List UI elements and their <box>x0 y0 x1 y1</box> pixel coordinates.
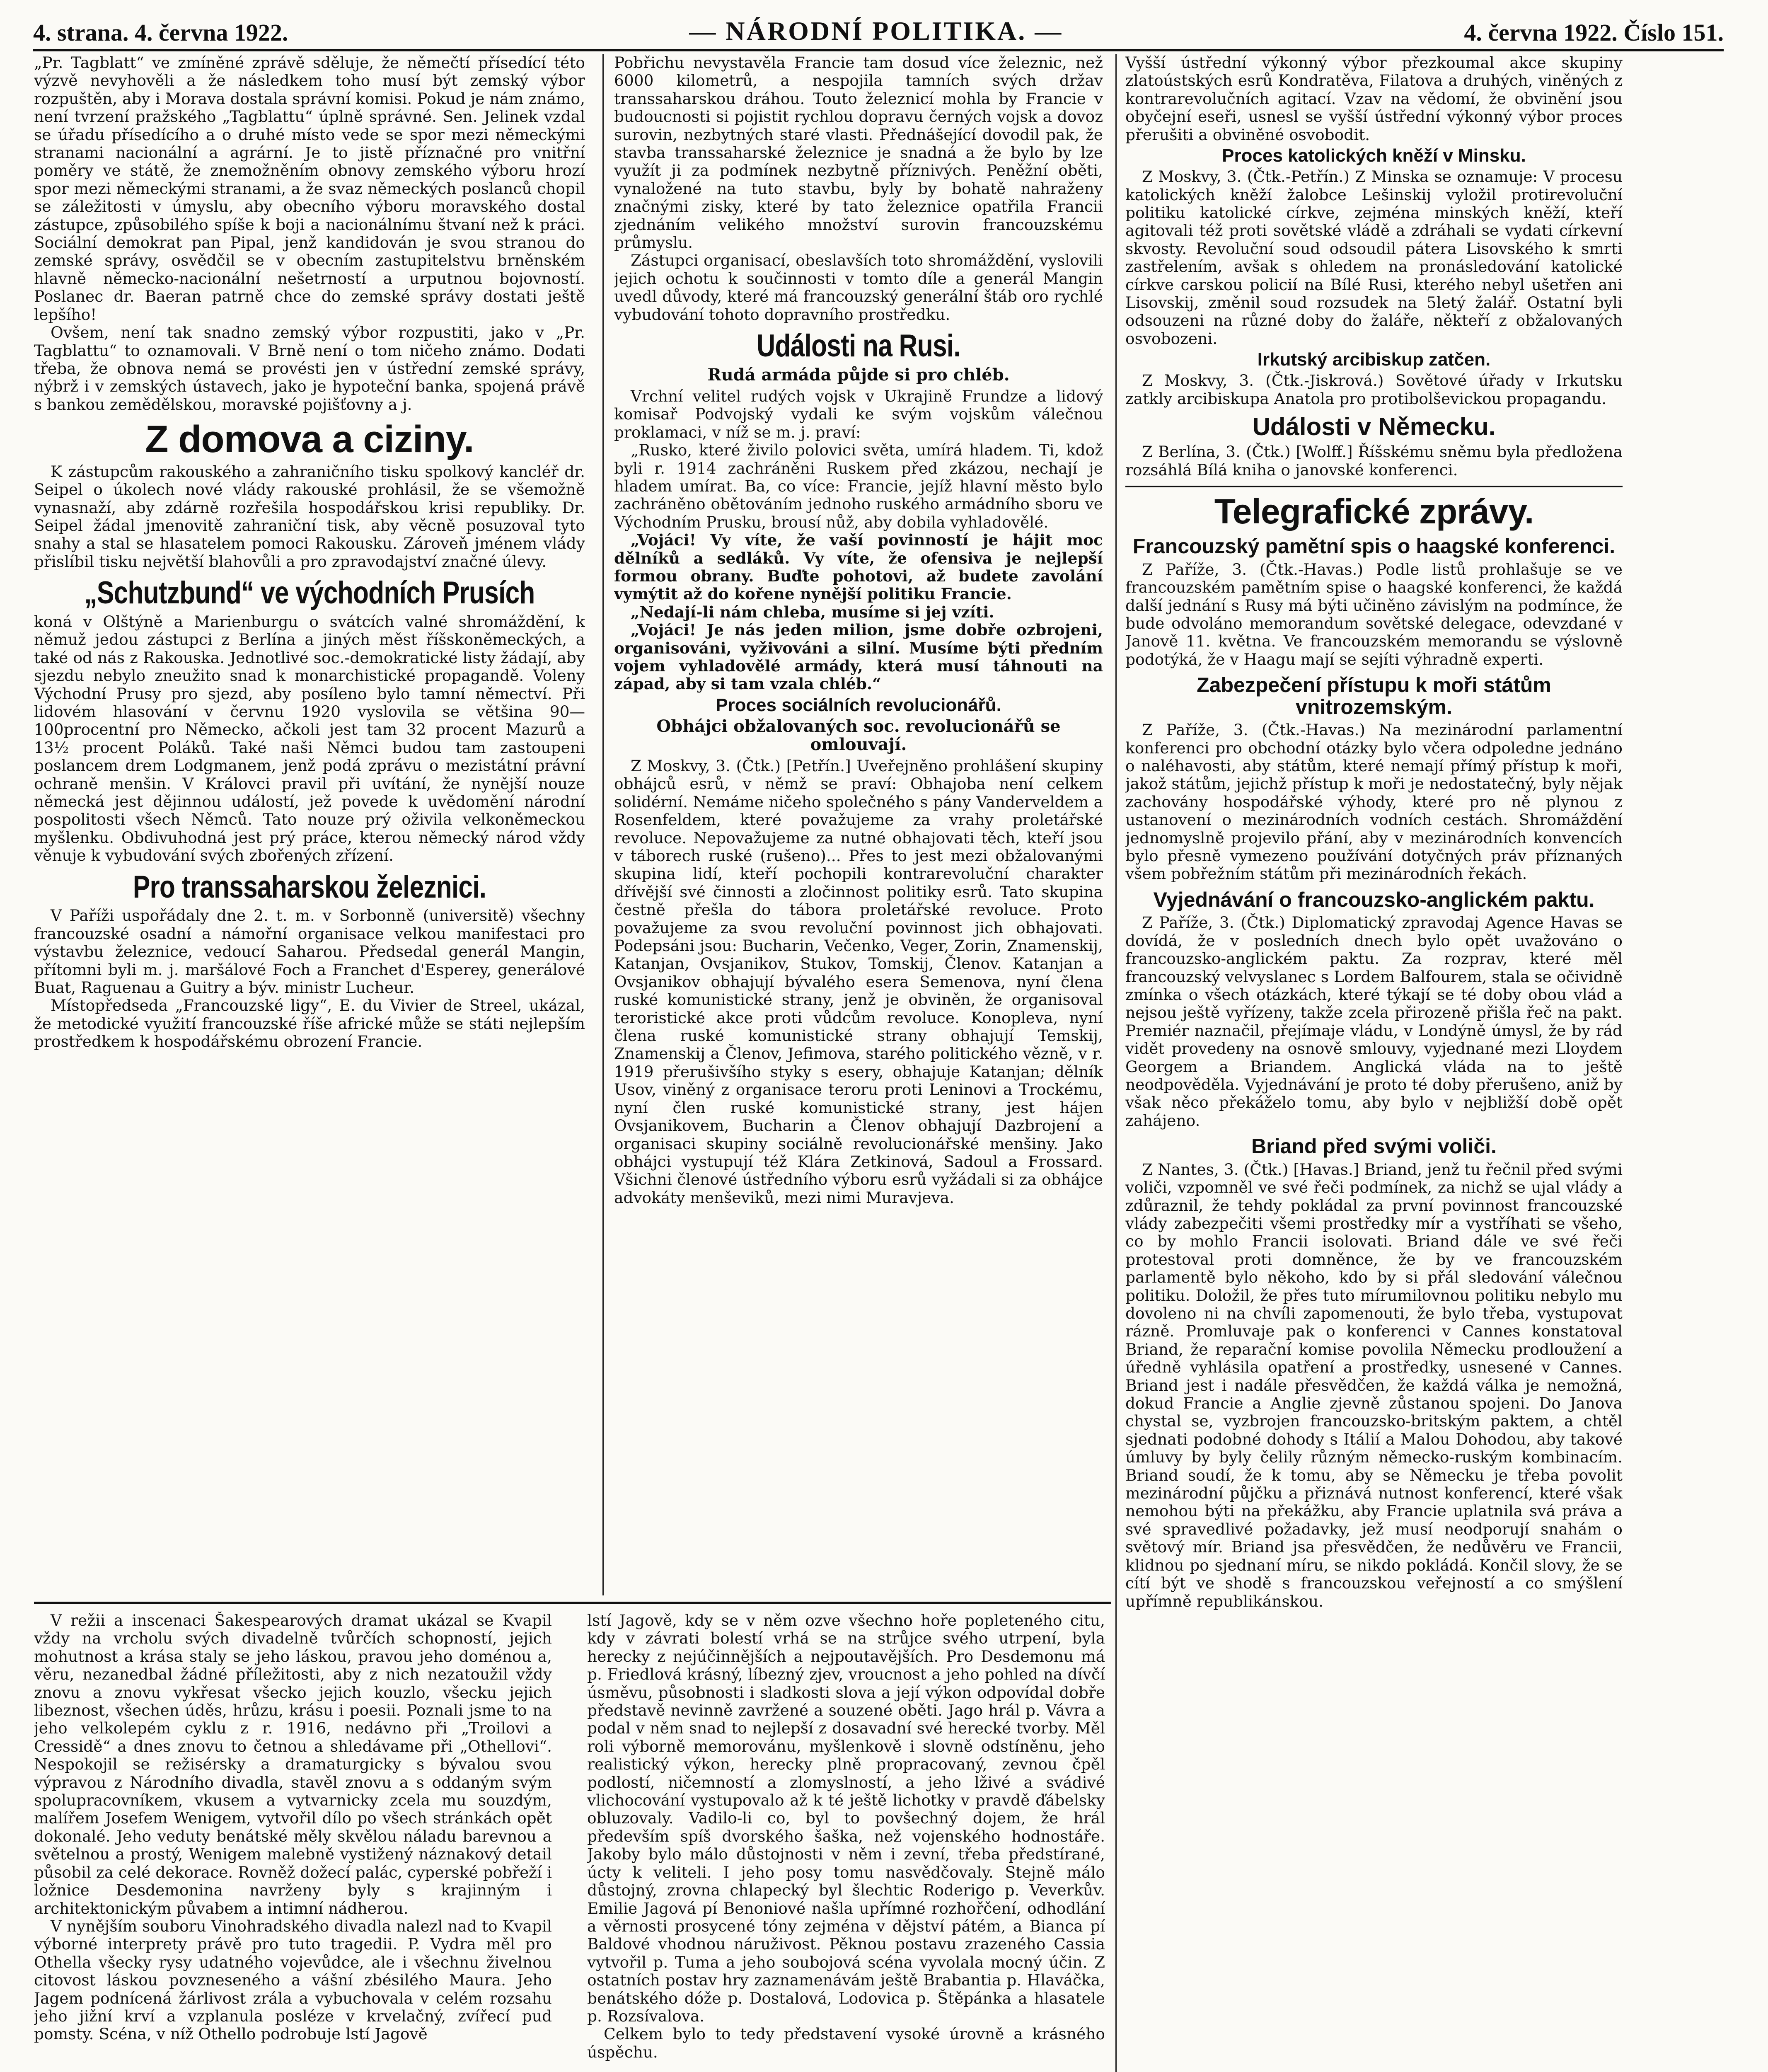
article-text: Zástupci organisací, obeslavších toto shromáždění, vyslovili jejich ochotu k součinnosti v tomto díle a generál Mangin uvedl důvody, které má francouzský generální štáb oro rychlé vybudování tohoto dopravního prostředku. <box>614 251 1103 324</box>
article-text: Z Paříže, 3. (Čtk.) Diplomatický zpravodaj Agence Havas se dovídá, že v posledních dnech bylo opět uvažováno o francouzsko-anglickém paktu. Za rozprav, které měl francouzský velvyslanec s Lordem Balfourem, stala se očividně zmínka o všech otázkách, které týkají se té doby obou vlád a nejsou ještě vyřízeny, takže zcela přirozeně přišla řeč na pakt. Premiér naznačil, přejímaje vládu, v Londýně úmysl, že by rád vidět provedeny na osnově smlouvy, vyjednané mezi Lloydem Georgem a Briandem. Anglická vláda na to ještě neodpověděla. Vyjednávání je proto té doby přerušeno, aniž by však něco překáželo tomu, aby bylo v nejbližší době opět zahájeno. <box>1125 913 1623 1130</box>
column-divider-2 <box>1115 54 1117 2072</box>
article-text: Z Nantes, 3. (Čtk.) [Havas.] Briand, jenž tu řečnil před svými voliči, vzpomněl ve své řeči podmínek, za nichž se ujal vlády a zdůraznil, že tehdy pokládal za první povinnost francouzské vlády zabezpečiti všemi prostředky mír a vystříhati se všeho, co by mohlo Francii isolovati. Briand dále ve své řeči protestoval proti domněnce, že by ve francouzském parlamentě bylo někoho, kdo by si přál sledování válečnou politiku. Doložil, že přes tuto mírumilovnou politiku nebylo mu dovoleno ni na chvíli zapomenouti, že bylo třeba, vystupovat rázně. Promluvaje pak o konferenci v Cannes konstatoval Briand, že reparační komise povolila Německu prodloužení a úředně vyhlásila opatření a prostředky, usnesené v Cannes. Briand jest i nadále přesvědčen, že každá válka je nemožná, dokud Francie a Anglie zjevně zůstanou spojeni. Do Janova chystal se, vyzbrojen francouzsko-britským paktem, a chtěl sjednati podobné dohody s Itálií a Malou Dohodou, aby takové úmluvy by byly čelily různým německo-ruským kombinacím. Briand soudí, že k tomu, aby se Německu je třeba povolit mezinárodní půjčku a přiznává nutnost konferencí, které však nemohou býti na překážku, aby Francie uplatnila svá práva a své spravedlivé požadavky, jež musí neodporují snahám o světový mír. Briand jsa přesvědčen, že nedůvěru ve Francii, klidnou po sjednaní míru, se nikdo pokládá. Končil slovy, že se cítí být ve shodě s francouzskou veřejností a co smýšlení upřímně republikánskou. <box>1125 1160 1623 1610</box>
article-text: Vrchní velitel rudých vojsk v Ukrajině Frundze a lidový komisař Podvojský vydali ke svým vojskům válečnou proklamaci, v níž se m. j. praví: <box>614 387 1103 441</box>
section-heading: Události na Rusi. <box>757 328 960 364</box>
review-text: lstí Jagově, kdy se v něm ozve všechno hoře popleteného citu, kdy v závrati bolestí vrhá se na strůjce svého utrpení, byla herecky z nejúčinnějších a nejpoutavějších. Pro Desdemonu má p. Friedlová krásný, líbezný zjev, vroucnost a jeho pohled na dívčí úsměvu, působnosti i sladkosti slova a její výkon odpovídal dobře představě nevinně zavržené a souzené oběti. Jago hrál p. Vávra a podal v něm snad to nejlepší z dosavadní své herecké tvorby. Měl roli výborně memorovánu, myšlenkově i slovně odstíněnu, jeho realistický výkon, herecky plně propracovaný, zevnou čpěl podlostí, ničemností a zlomyslností, a jeho lživé a svádivé vlichocování vystupovalo až k té ještě lichotky v pravdě ďábelsky obluzovaly. Vadilo-li co, byl to povšechný dojem, že hrál především spíš dvorského šaška, než vojenského hodnostáře. Jakoby bylo málo důstojnosti v něm i zevní, třeba předstírané, úcty k veliteli. I jeho posy tomu nasvědčovaly. Stejně málo důstojný, zrovna chlapecký byl šlechtic Roderigo p. Veverkův. Emilie Jagová pí Benoniové našla upřímné rozhořčení, odhodlání a věrnosti prosycené tóny zejména v dějství pátém, a Bianca pí Baldové vhodnou náruživost. Pěknou postavu zrazeného Cassia vytvořil p. Tuma a jeho soubojová scéna vyvolala mocný účin. Z ostatních postav hry zaznamenávám ještě Brabantia p. Hlaváčka, benátského dóže p. Dostalová, Lodovica p. Štěpánka a hlasatele p. Rozsívalova. <box>587 1612 1105 2025</box>
article-text: „Vojáci! Vy víte, že vaší povinností je hájit moc dělníků a sedláků. Vy víte, že ofensiva je nejlepší formou obrany. Buďte pohotovi, až budete zavolání vymýtit až do kořene nynější politiku Francie. <box>614 531 1103 603</box>
article-text: Z Moskvy, 3. (Čtk.-Petřín.) Z Minska se oznamuje: V procesu katolických kněží žalobce Lešinskij vyložil protirevoluční politiku katolické církve, zejména minských kněží, kteří agitovali též proti sovětské vládě a zdráhali se vydati církevní skvosty. Revoluční soud odsoudil pátera Lisovského k smrti zastřelením, avšak s ohledem na pronásledování katolické církve carskou policií na Bílé Rusi, kterého nebyl ušetřen ani Lisovskij, změnil soud rozsudek na 5letý žalář. Ostatní byli odsouzeni na různé doby do žaláře, někteří z obžalovaných osvobozeni. <box>1125 167 1623 348</box>
article-heading: „Schutzbund“ ve východních Prusích <box>84 575 535 611</box>
article-heading: Proces katolických kněží v Minsku. <box>1222 145 1526 166</box>
article-heading: Proces sociálních revolucionářů. <box>716 695 1001 715</box>
masthead <box>33 14 1724 51</box>
article-text: Z Moskvy, 3. (Čtk.) [Petřín.] Uveřejněno prohlášení skupiny obhájců esrů, v němž se praví: Obhajoba není celkem solidérní. Nemáme ničeho společného s pány Vanderveldem a Rosenfeldem, které považujeme za vrahy proletářské revoluce. Nepovažujeme za nutné obhajovati těch, kteří jsou v táborech ruské (rušeno)... Přes to jest mezi obžalovanými skupina lidí, kteří pochopili kontrarevoluční charakter dřívější své činnosti a zločinnost politiky esrů. Tato skupina čestně přešla do tábora proletářské revoluce. Proto považujeme za svou revoluční povinnost jich obhajovati. Podepsáni jsou: Bucharin, Večenko, Veger, Zorin, Znamenskij, Katanjan, Ovsjanikov, Stukov, Tomskij, Členov. Katanjan a Ovsjanikov obhajují bývalého esera Semenova, nyní člena ruské komunistické strany, jenž je obviněn, že organisoval teroristické akce proti vůdcům revoluce. Konopleva, nyní člena ruské komunistické strany obhajují Temskij, Znamenskij a Členov, Jefimova, starého politického vězně, v r. 1919 přerušivšího styky s esery, obhajuje Katanjan; dělník Usov, viněný z organisace teroru proti Leninovi a Trockému, nyní člen ruské komunistické strany, jest hájen Ovsjanikovem, Bucharin a Členov obhajují Dazbrojení a organisaci skupiny sociálně revolucionářské menšiny. Jako obhájci vystupují též Klára Zetkinová, Sadoul a Frossard. Všichni členové ústředního výboru esrů vyžádali si za obhájce advokáty menševiků, mezi nimi Muravjeva. <box>614 756 1103 1207</box>
masthead-right: 4. června 1922. Číslo 151. <box>1464 19 1724 46</box>
article-text: Ovšem, není tak snadno zemský výbor rozpustiti, jako v „Pr. Tagblattu“ to oznamovali. V Brně není o tom ničeho známo. Dodati třeba, že obnova nemá se provésti jen v ústřední zemské správy, nýbrž i v zemských ústavech, jako je hypoteční banka, spojená právě s bankou zemědělskou, moravské pojišťovny a j. <box>34 323 585 414</box>
article-heading: Francouzský pamětní spis o haagské konferenci. <box>1132 535 1616 558</box>
feuilleton-column-1 <box>34 1612 552 2072</box>
column-1 <box>34 54 585 1591</box>
article-heading: Irkutský arcibiskup zatčen. <box>1257 349 1491 370</box>
article-subheading: Obhájci obžalovaných soc. revolucionářů se omlouvají. <box>656 716 1061 754</box>
feuilleton <box>34 1602 1111 2072</box>
section-heading: Události v Německu. <box>1252 413 1496 441</box>
article-text: „Vojáci! Je nás jeden milion, jsme dobře ozbrojeni, organisováni, vyživováni a silní. Musíme býti předním vojem vyhladovělé armády, která musí táhnouti na západ, aby si tam vzala chléb.“ <box>614 621 1103 693</box>
section-heading: Z domova a ciziny. <box>145 418 474 461</box>
article-text: Pobřichu nevystavěla Francie tam dosud více železnic, než 6000 kilometrů, a nespojila tamních svých držav transsaharskou dráhou. Touto železnicí mohla by Francie v budoucnosti si pojistit rychlou dopravu černých vojsk a dovoz surovin, nezbytných staré vlasti. Přednášející dovodil pak, že stavba transsaharské železnice je snadná a že bylo by lze využít ji za podmínek nezbytně příznivých. Peněžní oběti, vynaložené na tuto stavbu, byly by bohatě nahraženy značnými zisky, které by tato železnice opatřila Francii zjednáním velikého množství surovin francouzskému průmyslu. <box>614 54 1103 252</box>
column-3 <box>1125 54 1623 2072</box>
masthead-left: 4. strana. 4. června 1922. <box>33 19 288 46</box>
masthead-title: — NÁRODNÍ POLITIKA. — <box>689 16 1063 46</box>
article-text: Místopředseda „Francouzské ligy“, E. du Vivier de Streel, ukázal, že metodické využití francouzské říše africké může se státi nejlepším prostředkem k hospodářskému obrození Francie. <box>34 996 585 1051</box>
article-text: Z Paříže, 3. (Čtk.-Havas.) Podle listů prohlašuje se ve francouzském pamětním spise o haagské konferenci, že každá další jednání s Rusy má býti učiněno závislým na podmínce, že bude odvoláno memorandum sovětské delegace, odevzdané v Janově 11. května. Ve francouzském memorandu se výslovně podotýká, že v Haagu mají se sejíti výhradně experti. <box>1125 560 1623 668</box>
article-heading: Pro transsaharskou železnici. <box>133 869 486 905</box>
article-text: Z Berlína, 3. (Čtk.) [Wolff.] Říšskému sněmu byla předložena rozsáhlá Bílá kniha o janovské konferenci. <box>1125 443 1623 479</box>
article-text: Vyšší ústřední výkonný výbor přezkoumal akce skupiny zlatoústských esrů Kondratěva, Filatova a druhých, viněných z kontrarevolučních agitací. Vzav na vědomí, že obvinění jsou obyčejní eseři, usnesl se vyšší ústřední výkonný výbor proces přerušiti a obviněné osvobodit. <box>1125 54 1623 144</box>
article-text: Z Moskvy, 3. (Čtk.-Jiskrová.) Sovětové úřady v Irkutsku zatkly arcibiskupa Anatola pro protibolševickou propagandu. <box>1125 371 1623 408</box>
column-divider-1 <box>602 54 604 1595</box>
article-heading: Vyjednávání o francouzsko-anglickém paktu. <box>1153 888 1595 911</box>
article-heading: Zabezpečení přístupu k moři státům vnitrozemským. <box>1197 673 1551 719</box>
article-text: K zástupcům rakouského a zahraničního tisku spolkový kancléř dr. Seipel o úkolech nové vlády rakouské prohlásil, že se všemožně vynasnaží, aby zdárně rozřešila hospodářskou krisi republiky. Dr. Seipel žádal jmenovitě zahraniční tisk, aby věcně posuzoval tyto snahy a stal se hlasatelem pomoci Rakousku. Zároveň jménem vlády přislíbil tisku největší blahovůli a pro zpravodajství značné úlevy. <box>34 462 585 571</box>
article-text: V Paříži uspořádaly dne 2. t. m. v Sorbonně (universitě) všechny francouzské osadní a námořní organisace velkou manifestaci pro výstavbu železnice, vedoucí Saharou. Předsedal generál Mangin, přítomni byli m. j. maršálové Foch a Franchet d'Esperey, generálové Buat, Raguenau a Guitry a býv. ministr Lucheur. <box>34 906 585 997</box>
review-text: V nynějším souboru Vinohradského divadla nalezl nad to Kvapil výborné interprety právě pro tuto tragedii. P. Vydra měl pro Othella všecky rysy udatného vojevůdce, ale i všechnu živelnou citovost láskou povzneseného a vášní zbésilého Maura. Jeho Jagem podnícená žárlivost zrála a vybuchovala v celém rozsahu jeho jižní krví a vzplanula posléze v krvelačný, zvířecí pud pomsty. Scéna, v níž Othello podrobuje lstí Jagově <box>34 1917 552 2043</box>
article-text: Z Paříže, 3. (Čtk.-Havas.) Na mezinárodní parlamentní konferenci pro obchodní otázky bylo včera odpoledne jednáno o naléhavosti, aby státům, které nemají přímý přístup k moři, jakož státům, jejichž přístup k moři je nedostatečný, byly nějak zachovány hospodářské výhody, které pro ně plynou z ustanovení o mezinárodních vodních cestách. Shromáždění jednomyslně projevilo přání, aby v mezinárodních konvencích bylo přesně vymezeno používání dotyčných práv příznaných všem pobřežním státům při mezinárodních řekách. <box>1125 721 1623 883</box>
article-text: „Pr. Tagblatt“ ve zmíněné zprávě sděluje, že němečtí přísedící této výzvě nevyhověli a že následkem toho musí být zemský výbor rozpuštěn, aby i Morava dostala správní komisi. Pokud je nám známo, není tvrzení pražského „Tagblattu“ úplně správné. Sen. Jelinek vzdal se úřadu přísedícího a o druhé místo vede se spor mezi německými stranami nacionální a agrární. Je to jistě příznačné pro vnitřní poměry ve státě, že znemožněním obnovy zemského výboru hrozí spor mezi německými stranami, a že svaz německých poslanců chopil se záležitosti v úmyslu, aby obecního výboru moravského dostal zástupce, způsobilého spíše k boji a nacionálnímu štvaní než k práci. Sociální demokrat pan Pipal, jenž kandidován je svou stranou do zemské správy, osvědčil se v obecním zastupitelstvu brněnském hlavně německo-nacionální nešetrností a urputnou bojovností. Poslanec dr. Baeran patrně chce do zemské správy dostati ještě lepšího! <box>34 54 585 324</box>
column-2 <box>614 54 1103 1587</box>
article-subheading: Rudá armáda půjde si pro chléb. <box>707 365 1010 385</box>
article-text: koná v Olštýně a Marienburgu o svátcích valné shromáždění, k němuž jedou zástupci z Berlína a jiných měst říšskoněmeckých, a také od nás z Rakouska. Jednotlivé soc.-demokratické listy žádají, aby sjezdu nebylo zneužito snad k monarchistické propagandě. Voleny Východní Prusy pro sjezd, aby posíleno bylo tamní němectví. Při lidovém hlasování v červnu 1920 vyslovila se většina 90—100procentní pro Německo, ačkoli jest tam 32 procent Mazurů a 13½ procent Poláků. Také naši Němci budou tam zastoupeni poslancem drem Lodgmanem, jenž podá zprávu o mezistátní právní ochraně menšin. V Královci pravil při uvítání, že nynější nouze německá jest dějinnou událostí, jež povede k uvědomění národní pospolitosti všech Němců. Tato nouze prý oživila velkoněmeckou myšlenku. Obdivuhodná jest prý práce, kterou německý národ vždy věnuje k vybudování svých zbořených zřízení. <box>34 612 585 865</box>
article-text: „Rusko, které živilo polovici světa, umírá hladem. Ti, kdož byli r. 1914 zachráněni Ruskem před zkázou, nechají je hladem umírat. Ba, co více: Francie, jejíž hlavní město bylo zachráněno obětováním jednoho ruského armádního sboru ve Východním Prusku, brousí nůž, aby dobila vyhladovělé. <box>614 441 1103 531</box>
feuilleton-column-2 <box>587 1612 1105 2072</box>
review-text: V režii a inscenaci Šakespearových dramat ukázal se Kvapil vždy na vrcholu svých divadelně tvůrčích schopností, jejich mohutnost a krása staly se jeho láskou, pravou jeho doménou a, věru, nezanedbal žádné příležitosti, aby z nich nezatoužil vždy znovu a znovu vykřesat všecko jejich kouzlo, všecku jejich libeznost, všechen úděs, hrůzu, krásu i poesii. Poznali jsme to na jeho velkolepém cyklu z r. 1916, nedávno při „Troilovi a Cressidě“ a dnes znovu to četnou a shledávame při „Othellovi“. Nespokojil se režisérsky a dramaturgicky s bývalou svou výpravou z Národního divadla, stavěl znovu a s oddaným svým spolupracovníkem, vkusem a vytvarnicky zcela mu souzdým, malířem Josefem Wenigem, vytvořil dílo po všech stránkách opět dokonalé. Jeho veduty benátské měly skvělou náladu barevnou a světelnou a prostý, Wenigem malebně vystižený náznakový detail působil za celé dekorace. Rovněž dožecí palác, cyperské pobřeží i ložnice Desdemonina navrženy byly s krajinným i architektonickým půvabem a intimní nádherou. <box>34 1612 552 1917</box>
review-text: Celkem bylo to tedy představení vysoké úrovně a krásného úspěchu. <box>587 2025 1105 2061</box>
divider <box>1125 486 1623 487</box>
section-heading: Telegrafické zprávy. <box>1214 492 1534 531</box>
article-text: „Nedají-li nám chleba, musíme si jej vzíti. <box>631 603 994 621</box>
article-heading: Briand před svými voliči. <box>1251 1135 1497 1158</box>
